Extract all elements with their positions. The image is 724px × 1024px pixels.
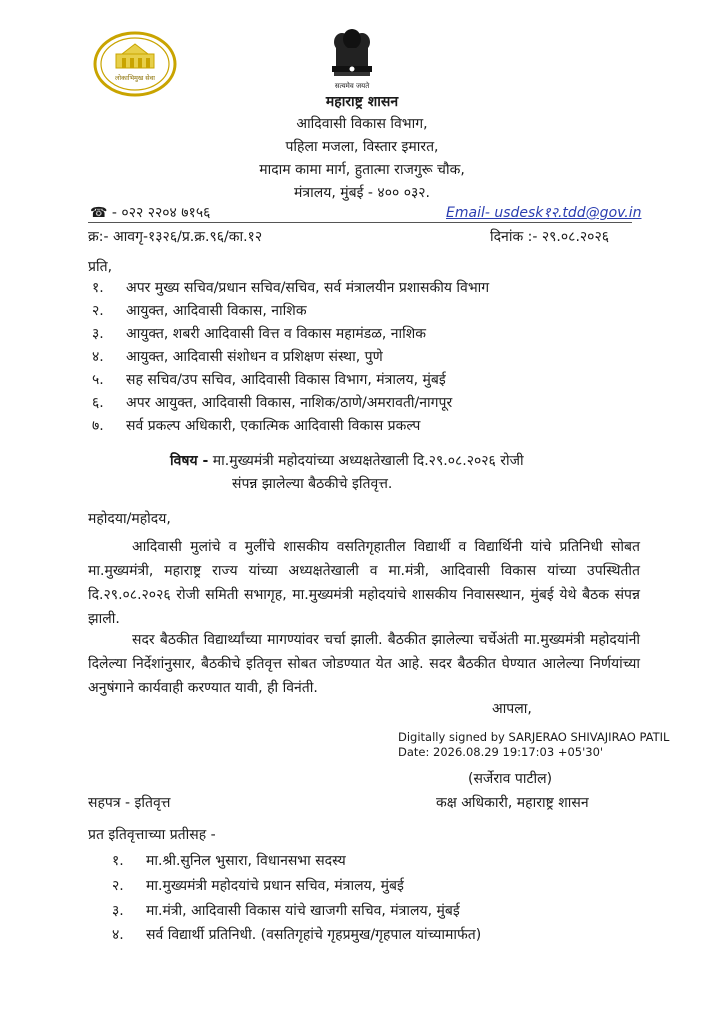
copy-item — [112, 852, 346, 870]
recipient-item — [92, 325, 426, 343]
copy-item — [112, 926, 481, 944]
recipient-item — [92, 371, 446, 389]
department-seal — [92, 30, 178, 98]
emblem-text: सत्यमेव जयते — [334, 82, 370, 90]
copy-number: ३. — [112, 903, 124, 919]
email-link[interactable]: Email- usdesk१२.tdd@gov.in — [446, 205, 642, 221]
recipient-item — [92, 279, 489, 297]
recipient-item — [92, 348, 383, 366]
subject-line-2: संपन्न झालेल्या बैठकीचे इतिवृत्त. — [232, 476, 393, 492]
copy-text: मा.मंत्री, आदिवासी विकास यांचे खाजगी सचिव, मंत्रालय, मुंबई — [146, 903, 460, 919]
recipient-text: आयुक्त, आदिवासी विकास, नाशिक — [126, 303, 307, 319]
digital-signature-line-1: Digitally signed by SARJERAO SHIVAJIRAO PATIL — [398, 730, 670, 744]
recipient-number: ३. — [92, 326, 104, 342]
copy-text: सर्व विद्यार्थी प्रतिनिधी. (वसतिगृहांचे गृहप्रमुख/गृहपाल यांच्यामार्फत) — [146, 927, 482, 943]
recipient-item — [92, 302, 307, 320]
copy-number: २. — [112, 878, 124, 894]
address-line-1: आदिवासी विकास विभाग, — [296, 116, 428, 132]
recipient-text: आयुक्त, आदिवासी संशोधन व प्रशिक्षण संस्था, पुणे — [126, 349, 383, 365]
digital-signature-line-2: Date: 2026.08.29 19:17:03 +05'30' — [398, 745, 604, 759]
copy-text: मा.श्री.सुनिल भुसारा, विधानसभा सदस्य — [146, 853, 346, 869]
recipient-number: २. — [92, 303, 104, 319]
national-emblem-icon — [324, 28, 380, 92]
seal-text: लोकाभिमुख सेवा — [115, 74, 155, 82]
letter-date: दिनांक :- २९.०८.२०२६ — [490, 229, 610, 245]
subject-line-1 — [170, 452, 524, 470]
recipient-number: ७. — [92, 418, 104, 434]
subject-label: विषय - — [170, 453, 209, 469]
recipient-text: सर्व प्रकल्प अधिकारी, एकात्मिक आदिवासी विकास प्रकल्प — [126, 418, 421, 434]
recipient-number: १. — [92, 280, 104, 296]
signatory-name: (सर्जेराव पाटील) — [468, 771, 553, 787]
copy-item — [112, 877, 404, 895]
copy-text: मा.मुख्यमंत्री महोदयांचे प्रधान सचिव, मंत्रालय, मुंबई — [146, 878, 404, 894]
recipient-text: सह सचिव/उप सचिव, आदिवासी विकास विभाग, मंत्रालय, मुंबई — [126, 372, 446, 388]
phone-line — [90, 204, 210, 222]
body-paragraph-2: सदर बैठकीत विद्यार्थ्यांच्या मागण्यांवर चर्चा झाली. बैठकीत झालेल्या चर्चेअंती मा.मुख्यमंत्री महोदयांनी दिलेल्या निर्देशांनुसार, बैठकीचे इतिवृत्त सोबत जोडण्यात येत आहे. सदर बैठकीत घेण्यात आलेल्या निर्णयांच्या अनुषंगाने कार्यवाही करण्यात यावी, ही विनंती. — [88, 632, 640, 696]
recipient-text: आयुक्त, शबरी आदिवासी वित्त व विकास महामंडळ, नाशिक — [126, 326, 427, 342]
recipient-text: अपर मुख्य सचिव/प्रधान सचिव/सचिव, सर्व मंत्रालयीन प्रशासकीय विभाग — [126, 280, 490, 296]
recipient-number: ४. — [92, 349, 104, 365]
recipient-number: ६. — [92, 395, 104, 411]
subject-text-1: मा.मुख्यमंत्री महोदयांच्या अध्यक्षतेखाली दि.२९.०८.२०२६ रोजी — [212, 453, 524, 469]
copy-number: १. — [112, 853, 124, 869]
body-paragraph-1: आदिवासी मुलांचे व मुलींचे शासकीय वसतिगृहातील विद्यार्थी व विद्यार्थिनी यांचे प्रतिनिधी सोबत मा.मुख्यमंत्री, महाराष्ट्र राज्य यांच्या अध्यक्षतेखाली व मा.मंत्री, आदिवासी विकास यांच्या उपस्थितीत दि.२९.०८.२०२६ रोजी समिती सभागृह, मा.मुख्यमंत्री महोदयांचे शासकीय निवासस्थान, मुंबई येथे बैठक संपन्न झाली. — [88, 539, 640, 627]
recipient-number: ५. — [92, 372, 104, 388]
to-label: प्रति, — [88, 259, 113, 275]
signatory-designation: कक्ष अधिकारी, महाराष्ट्र शासन — [436, 795, 589, 811]
recipient-item — [92, 417, 420, 435]
government-title: महाराष्ट्र शासन — [325, 94, 399, 110]
phone-number: - ०२२ २२०४ ७१५६ — [111, 205, 211, 221]
recipient-text: अपर आयुक्त, आदिवासी विकास, नाशिक/ठाणे/अमरावती/नागपूर — [126, 395, 453, 411]
enclosure: सहपत्र - इतिवृत्त — [88, 795, 171, 811]
copy-item — [112, 902, 460, 920]
reference-number: क्र:- आवगृ-१३२६/प्र.क्र.९६/का.१२ — [88, 229, 263, 245]
address-line-4: मंत्रालय, मुंबई - ४०० ०३२. — [293, 185, 430, 201]
salutation: महोदया/महोदय, — [88, 511, 171, 527]
telephone-icon: ☎ — [90, 205, 108, 221]
header-divider — [88, 222, 632, 223]
closing: आपला, — [492, 701, 532, 717]
copy-number: ४. — [112, 927, 124, 943]
recipient-item — [92, 394, 452, 412]
address-line-2: पहिला मजला, विस्तार इमारत, — [285, 139, 439, 155]
address-line-3: मादाम कामा मार्ग, हुतात्मा राजगुरू चौक, — [259, 162, 465, 178]
copy-to-label: प्रत इतिवृत्ताच्या प्रतीसह - — [88, 827, 216, 843]
